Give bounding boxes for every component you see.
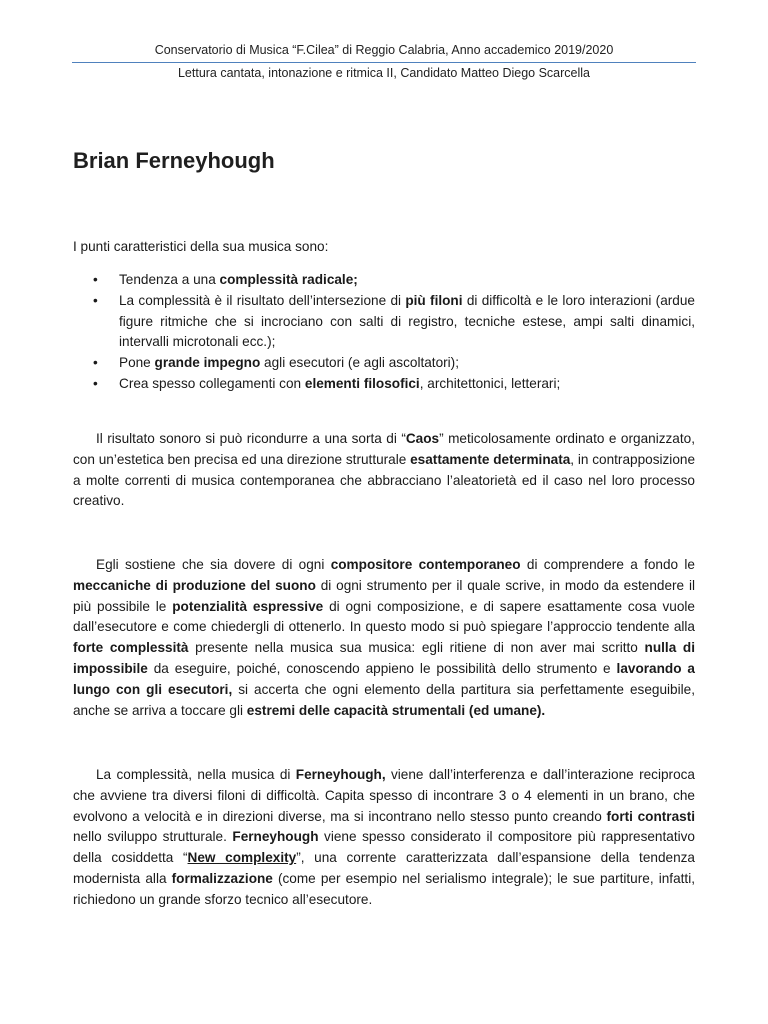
emphasis: compositore contemporaneo <box>330 557 521 572</box>
bullet-icon: • <box>93 375 98 391</box>
list-item: • Pone grande impegno agli esecutori (e agli ascoltatori); <box>73 353 695 374</box>
intro-text: I punti caratteristici della sua musica sono: <box>73 239 329 254</box>
emphasis: forti contrasti <box>606 808 696 824</box>
list-item: • La complessità è il risultato dell’intersezione di più filoni di difficoltà e le loro interazioni (ardue figure ritmiche che si incrociano con salti di registro, tecniche estese, ampi salti dinamici, intervalli microtonali ecc.); <box>93 292 695 350</box>
bullet-icon: • <box>93 292 98 308</box>
emphasis-underlined <box>188 850 297 865</box>
new-complexity-term: New complexity <box>187 850 297 866</box>
header-institution: Conservatorio di Musica “F.Cilea” di Reggio Calabria, Anno accademico 2019/2020 <box>154 43 614 57</box>
paragraph-compositore: Egli sostiene che sia dovere di ogni compositore contemporaneo di comprendere a fondo le meccaniche di produzione del suono di ogni strumento per il quale scrive, in modo da estendere il più possibile le potenzialità espressive di ogni composizione, e di sapere esattamente cosa vuole dall’esecutore e come chiedergli di ottenerlo. In questo modo si può spiegare l’approccio tendente alla forte complessità presente nella musica sua musica: egli ritiene di non aver mai scritto nulla di impossibile da eseguire, poiché, conoscendo appieno le possibilità dello strumento e lavorando a lungo con gli esecutori, si accerta che ogni elemento della partitura sia perfettamente eseguibile, anche se arriva a toccare gli estremi delle capacità strumentali (ed umane). <box>73 557 695 718</box>
bullet-icon: • <box>93 272 98 287</box>
page-title: Brian Ferneyhough <box>73 148 275 173</box>
bullet-icon: • <box>93 355 98 371</box>
emphasis: Ferneyhough <box>232 829 319 845</box>
emphasis: esattamente determinata <box>410 451 571 467</box>
emphasis: formalizzazione <box>171 870 273 886</box>
emphasis: Ferneyhough, <box>295 767 386 782</box>
paragraph-complessita: La complessità, nella musica di Ferneyhough, viene dall’interferenza e dall’interazione reciproca che avviene tra diversi filoni di difficoltà. Capita spesso di incontrare 3 o 4 elementi in un brano, che evolvono a velocità e in direzioni diverse, ma si incontrano nello stesso punto creando forti contrasti nello sviluppo strutturale. Ferneyhough viene spesso considerato il compositore più rappresentativo della cosiddetta “New complexity”, una corrente caratterizzata dall’espansione della tendenza modernista alla formalizzazione (come per esempio nel serialismo integrale); le sue partiture, infatti, richiedono un grande sforzo tecnico all’esecutore. <box>73 767 696 907</box>
emphasis: Caos <box>405 431 440 446</box>
emphasis: elementi filosofici <box>304 375 420 391</box>
emphasis: grande impegno <box>154 355 261 371</box>
paragraph-caos: Il risultato sonoro si può ricondurre a una sorta di “Caos” meticolosamente ordinato e organizzato, con un’estetica ben precisa ed una direzione strutturale esattamente determinata, in contrapposizione a molte correnti di musica contemporanea che abbracciano l’aleatorietà ed il caso nel loro processo creativo. <box>73 431 696 509</box>
emphasis: estremi delle capacità strumentali (ed umane). <box>246 702 546 718</box>
emphasis: potenzialità espressive <box>172 598 324 614</box>
bullet-list <box>73 270 695 395</box>
emphasis: lavorando a lungo con gli esecutori, <box>73 660 695 697</box>
header-divider <box>72 62 696 63</box>
header-course: Lettura cantata, intonazione e ritmica II, Candidato Matteo Diego Scarcella <box>177 66 591 80</box>
emphasis: meccaniche di produzione del suono <box>73 577 316 593</box>
emphasis: complessità radicale; <box>219 272 358 287</box>
list-item: • Crea spesso collegamenti con elementi filosofici, architettonici, letterari; <box>73 374 695 395</box>
emphasis: nulla di impossibile <box>73 640 695 676</box>
emphasis: forte complessità <box>73 640 189 656</box>
emphasis: più filoni <box>405 292 463 308</box>
list-item: • Tendenza a una complessità radicale; <box>73 270 695 291</box>
